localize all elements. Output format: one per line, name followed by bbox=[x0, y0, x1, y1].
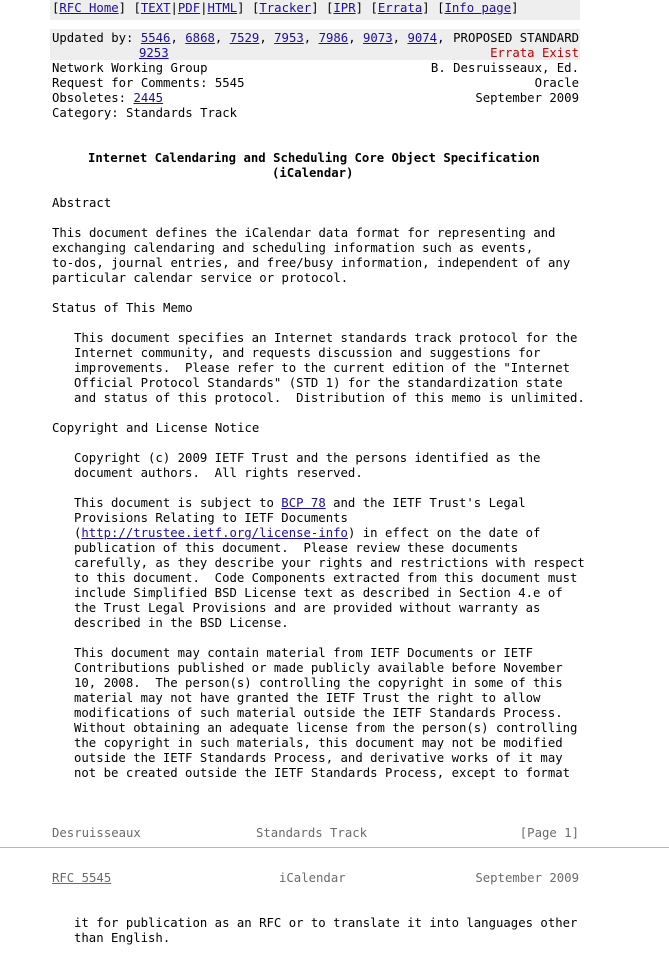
license-line: (http://trustee.ietf.org/license-info) in effect on the date of bbox=[74, 526, 541, 540]
pre-2008-line: outside the IETF Standards Process, and derivative works of it may bbox=[74, 751, 563, 765]
abstract-line: This document defines the iCalendar data format for representing and bbox=[52, 226, 556, 240]
footer-track: Standards Track bbox=[256, 826, 368, 840]
status-memo-line: Internet community, and requests discussion and suggestions for bbox=[74, 346, 541, 360]
copyright-line: Copyright (c) 2009 IETF Trust and the persons identified as the bbox=[74, 451, 541, 465]
doc-subtitle: (iCalendar) bbox=[272, 166, 354, 180]
updated-rfc-link[interactable]: 7953 bbox=[274, 31, 304, 45]
pre-2008-line: not be created outside the IETF Standards Process, except to format bbox=[74, 766, 571, 780]
pre-2008-line: 10, 2008. The person(s) controlling the copyright in some of this bbox=[74, 676, 563, 690]
obsoletes-rfc-link[interactable]: 2445 bbox=[133, 91, 164, 105]
license-line: Provisions Relating to IETF Documents bbox=[74, 511, 348, 525]
page2-line: than English. bbox=[74, 931, 171, 945]
pre-2008-line: material may not have granted the IETF Trust the right to allow bbox=[74, 691, 541, 705]
license-line: publication of this document. Please review these documents bbox=[74, 541, 519, 555]
abstract-line: particular calendar service or protocol. bbox=[52, 271, 349, 285]
info-page-link[interactable]: Info page bbox=[444, 1, 512, 15]
pre-2008-line: the copyright in such materials, this document may not be modified bbox=[74, 736, 563, 750]
pre-2008-line: Contributions published or made publicly available before November bbox=[74, 661, 563, 675]
rfc-number: Request for Comments: 5545 bbox=[52, 76, 245, 90]
updated-by-line-2 bbox=[139, 46, 169, 61]
doc-title: Internet Calendaring and Scheduling Core Object Specification bbox=[88, 151, 540, 165]
pre-2008-line: This document may contain material from IETF Documents or IETF bbox=[74, 646, 534, 660]
ipr-link[interactable]: IPR bbox=[333, 1, 356, 15]
license-line: This document is subject to BCP 78 and the IETF Trust's Legal bbox=[74, 496, 526, 510]
obsoletes-line bbox=[52, 91, 163, 106]
updated-by-label: Updated by: bbox=[52, 31, 134, 45]
license-line: to this document. Code Components extracted from this document must bbox=[74, 571, 578, 585]
status-label: PROPOSED STANDARD bbox=[453, 31, 579, 45]
updated-rfc-link[interactable]: 5546 bbox=[140, 31, 171, 45]
rfc-home-link[interactable]: RFC Home bbox=[59, 1, 119, 15]
page2-header bbox=[52, 871, 111, 886]
bcp78-link[interactable]: BCP 78 bbox=[281, 496, 326, 510]
author-name: B. Desruisseaux, Ed. bbox=[430, 61, 579, 75]
status-memo-line: Official Protocol Standards" (STD 1) for the standardization state bbox=[74, 376, 563, 390]
obsoletes-label: Obsoletes: bbox=[52, 91, 127, 105]
pre-2008-line: modifications of such material outside the IETF Standards Process. bbox=[74, 706, 563, 720]
category: Category: Standards Track bbox=[52, 106, 238, 120]
license-line: described in the BSD License. bbox=[74, 616, 289, 630]
abstract-line: to-dos, journal entries, and free/busy information, independent of any bbox=[52, 256, 571, 270]
text-link[interactable]: TEXT bbox=[140, 1, 171, 15]
updated-by-line: Updated by: 5546, 6868, 7529, 7953, 7986, 9073, 9074, bbox=[52, 31, 445, 45]
updated-rfc-link[interactable]: 9073 bbox=[363, 31, 393, 45]
pre-2008-line: Without obtaining an adequate license from the person(s) controlling bbox=[74, 721, 578, 735]
nav-bar: [RFC Home] [TEXT|PDF|HTML] [Tracker] [IPR] [Errata] [Info page] bbox=[52, 1, 519, 15]
errata-link[interactable]: Errata bbox=[377, 1, 423, 15]
pdf-link[interactable]: PDF bbox=[177, 1, 201, 15]
copyright-heading: Copyright and License Notice bbox=[52, 421, 260, 435]
updated-rfc-link[interactable]: 6868 bbox=[185, 31, 215, 45]
page2-title: iCalendar bbox=[279, 871, 346, 885]
license-info-link[interactable]: http://trustee.ietf.org/license-info bbox=[81, 526, 348, 540]
working-group: Network Working Group bbox=[52, 61, 208, 75]
abstract-heading: Abstract bbox=[52, 196, 112, 210]
footer-page-number: [Page 1] bbox=[519, 826, 579, 840]
license-line: the Trust Legal Provisions and are provided without warranty as bbox=[74, 601, 541, 615]
html-link[interactable]: HTML bbox=[207, 1, 238, 15]
rfc-5545-link[interactable]: RFC 5545 bbox=[52, 871, 112, 885]
updated-rfc-link[interactable]: 7529 bbox=[229, 31, 260, 45]
license-line: include Simplified BSD License text as described in Section 4.e of bbox=[74, 586, 563, 600]
abstract-line: exchanging calendaring and scheduling information such as events, bbox=[52, 241, 534, 255]
organization: Oracle bbox=[534, 76, 579, 90]
status-memo-line: improvements. Please refer to the current edition of the "Internet bbox=[74, 361, 571, 375]
publish-date: September 2009 bbox=[475, 91, 579, 105]
tracker-link[interactable]: Tracker bbox=[259, 1, 312, 15]
copyright-line: document authors. All rights reserved. bbox=[74, 466, 363, 480]
page-break-divider bbox=[0, 847, 669, 848]
updated-rfc-link[interactable]: 9074 bbox=[407, 31, 438, 45]
updated-rfc-link[interactable]: 7986 bbox=[318, 31, 349, 45]
status-memo-line: and status of this protocol. Distribution of this memo is unlimited. bbox=[74, 391, 585, 405]
errata-exist-label: Errata Exist bbox=[490, 46, 579, 60]
page2-line: it for publication as an RFC or to translate it into languages other bbox=[74, 916, 578, 930]
license-line: carefully, as they describe your rights and restrictions with respect bbox=[74, 556, 585, 570]
footer-author: Desruisseaux bbox=[52, 826, 141, 840]
status-memo-line: This document specifies an Internet standards track protocol for the bbox=[74, 331, 578, 345]
page2-date: September 2009 bbox=[475, 871, 579, 885]
updated-rfc-link[interactable]: 9253 bbox=[139, 46, 169, 60]
status-memo-heading: Status of This Memo bbox=[52, 301, 193, 315]
